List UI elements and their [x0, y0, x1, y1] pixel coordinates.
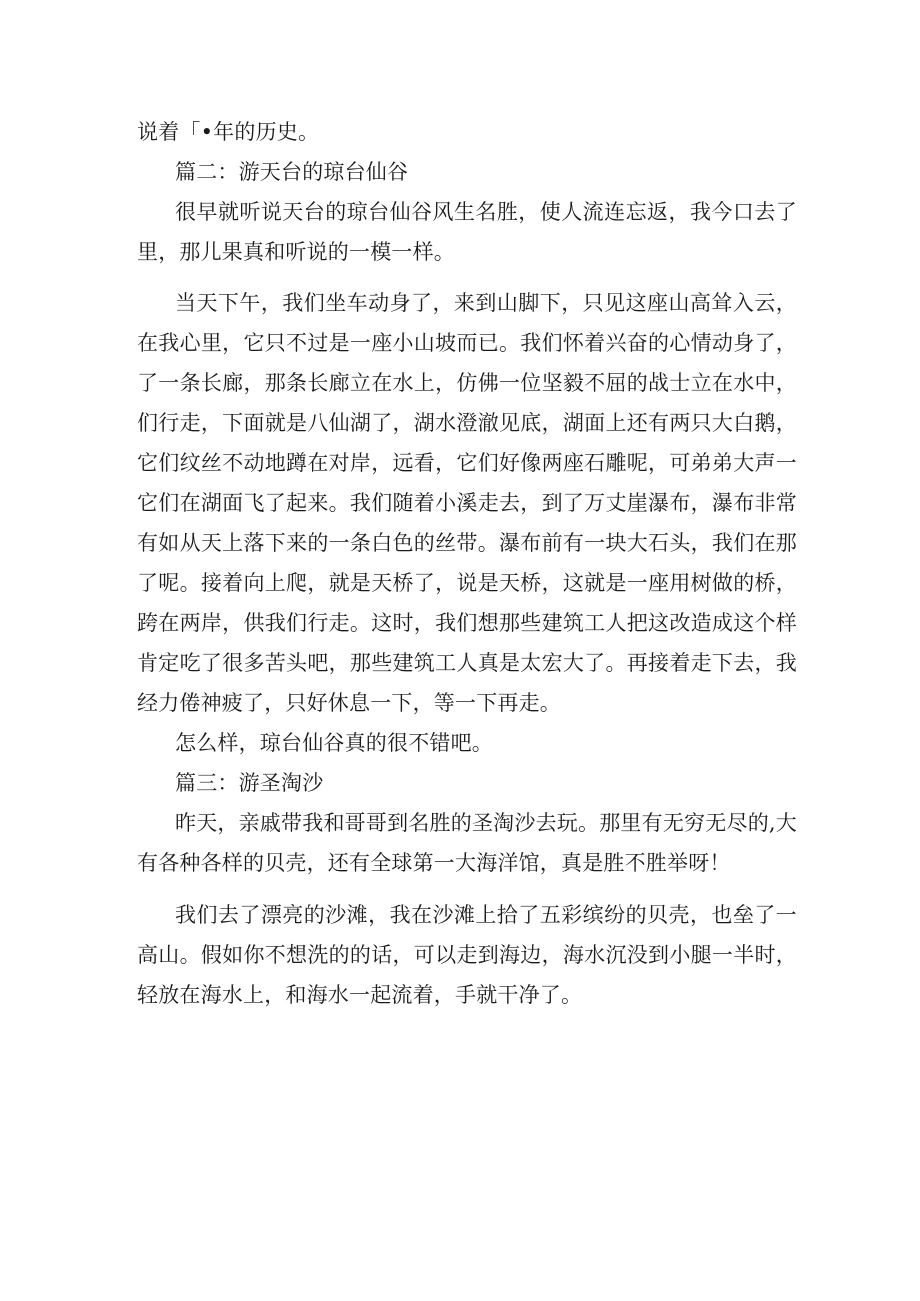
- paragraph: [137, 283, 797, 723]
- text-line: 说着「•年的历史。: [137, 120, 320, 144]
- paragraph: [137, 803, 797, 883]
- text-line: 昨天，亲戚带我和哥哥到名胜的圣淘沙去玩。那里有无穷无尽的,大: [175, 811, 797, 835]
- section-heading: 篇三：游圣淘沙: [175, 771, 324, 795]
- text-line: 有如从天上落下来的一条白色的丝带。瀑布前有一块大石头，我们在那: [137, 531, 797, 555]
- text-line: 它们纹丝不动地蹲在对岸，远看，它们好像两座石雕呢，可弟弟大声一: [137, 451, 797, 475]
- text-line: 了呢。接着向上爬，就是天桥了，说是天桥，这就是一座用树做的桥，: [137, 571, 797, 595]
- text-line: 高山。假如你不想洗的的话，可以走到海边，海水沉没到小腿一半时，: [137, 943, 797, 967]
- text-line: 肯定吃了很多苦头吧，那些建筑工人真是太宏大了。再接着走下去，我: [137, 651, 797, 675]
- text-line: 在我心里，它只不过是一座小山坡而已。我们怀着兴奋的心情动身了，: [137, 331, 797, 355]
- text-line: 它们在湖面飞了起来。我们随着小溪走去，到了万丈崖瀑布，瀑布非常: [137, 491, 797, 515]
- text-line: 我们去了漂亮的沙滩，我在沙滩上拾了五彩缤纷的贝壳，也垒了一: [175, 903, 797, 927]
- text-line: 怎么样，琼台仙谷真的很不错吧。: [175, 731, 493, 755]
- text-line: 里，那儿果真和听说的一模一样。: [137, 240, 455, 264]
- text-line: 们行走，下面就是八仙湖了，湖水澄澈见底，湖面上还有两只大白鹅，: [137, 411, 797, 435]
- text-line: 当天下午，我们坐车动身了，来到山脚下，只见这座山高耸入云，: [175, 291, 797, 315]
- text-line: 轻放在海水上，和海水一起流着，手就干净了。: [137, 983, 583, 1007]
- paragraph: [137, 895, 797, 1015]
- text-line: 经力倦神疲了，只好休息一下，等一下再走。: [137, 691, 561, 715]
- section-heading: 篇二：游天台的琼台仙谷: [175, 160, 409, 184]
- text-line: 有各种各样的贝壳，还有全球第一大海洋馆，真是胜不胜举呀！: [137, 851, 731, 875]
- text-line: 了一条长廊，那条长廊立在水上，仿佛一位坚毅不屈的战士立在水中，: [137, 371, 797, 395]
- text-line: 很早就听说天台的琼台仙谷风生名胜，使人流连忘返，我今口去了: [175, 200, 797, 224]
- text-line: 跨在两岸，供我们行走。这时，我们想那些建筑工人把这改造成这个样: [137, 611, 797, 635]
- document-body: [137, 112, 797, 1015]
- paragraph: [137, 192, 797, 272]
